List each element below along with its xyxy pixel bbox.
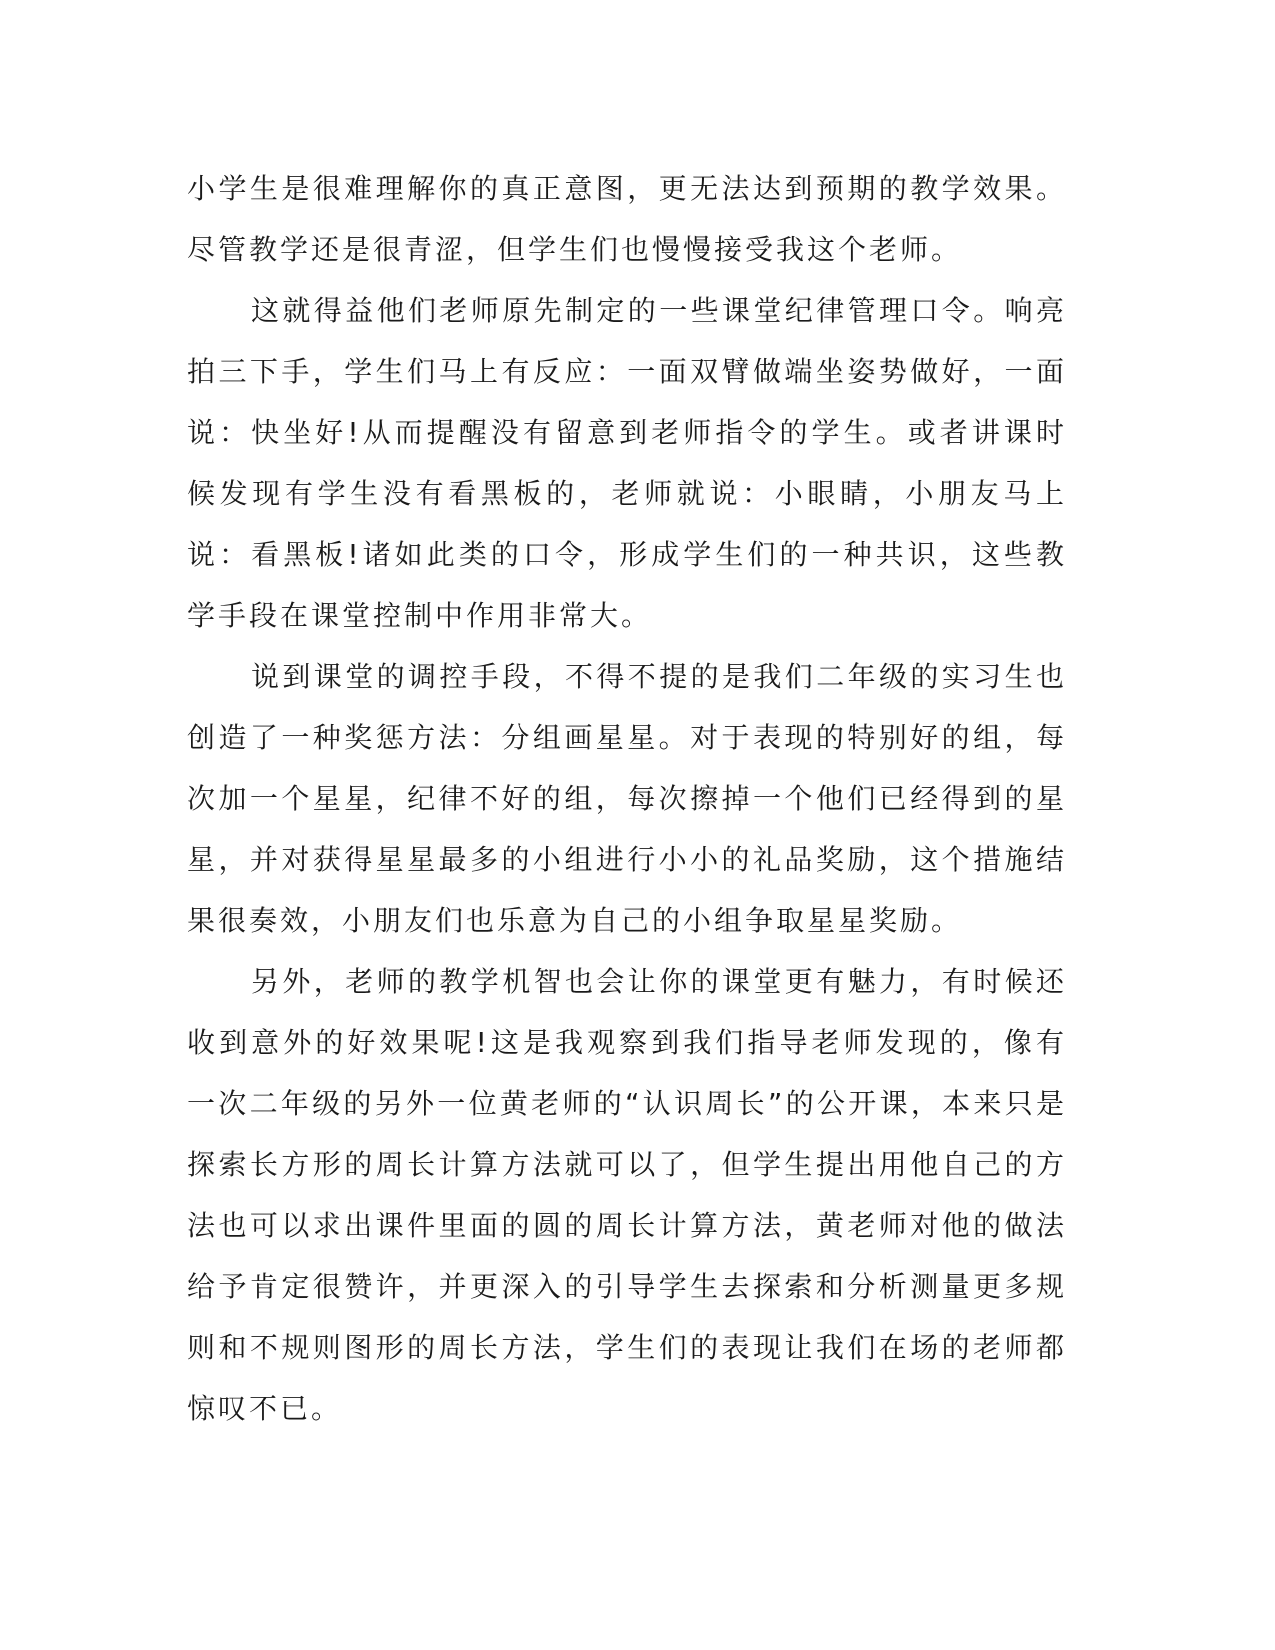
paragraph-teaching-wit: 另外，老师的教学机智也会让你的课堂更有魅力，有时候还收到意外的好效果呢!这是我观察到我们指导老师发现的，像有一次二年级的另外一位黄老师的“认识周长”的公开课，本来只是探索长方形的周长计算方法就可以了，但学生提出用他自己的方法也可以求出课件里面的圆的周长计算方法，黄老师对他的做法给予肯定很赞许，并更深入的引导学生去探索和分析测量更多规则和不规则图形的周长方法，学生们的表现让我们在场的老师都惊叹不已。 <box>187 965 1067 1425</box>
body-text <box>187 158 1067 1439</box>
paragraph-star-rewards: 说到课堂的调控手段，不得不提的是我们二年级的实习生也创造了一种奖惩方法：分组画星星。对于表现的特别好的组，每次加一个星星，纪律不好的组，每次擦掉一个他们已经得到的星星，并对获得星星最多的小组进行小小的礼品奖励，这个措施结果很奏效，小朋友们也乐意为自己的小组争取星星奖励。 <box>187 660 1067 937</box>
paragraph-classroom-commands: 这就得益他们老师原先制定的一些课堂纪律管理口令。响亮拍三下手，学生们马上有反应：一面双臂做端坐姿势做好，一面说：快坐好!从而提醒没有留意到老师指令的学生。或者讲课时候发现有学生没有看黑板的，老师就说：小眼睛，小朋友马上说：看黑板!诸如此类的口令，形成学生们的一种共识，这些教学手段在课堂控制中作用非常大。 <box>187 294 1067 632</box>
paragraph-continued: 小学生是很难理解你的真正意图，更无法达到预期的教学效果。尽管教学还是很青涩，但学生们也慢慢接受我这个老师。 <box>187 172 1067 266</box>
